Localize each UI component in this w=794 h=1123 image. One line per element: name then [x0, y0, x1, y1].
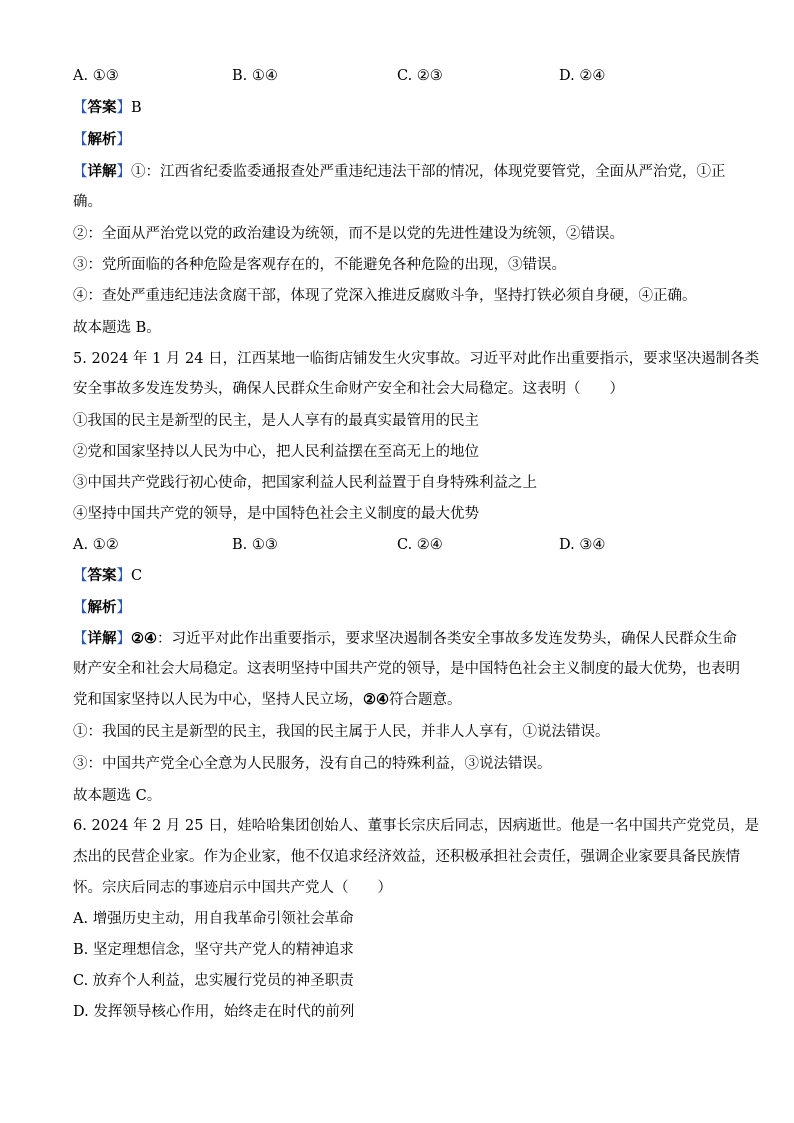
q5-detail-text-3a: 党和国家坚持以人民为中心，坚持人民立场，: [73, 692, 363, 708]
q5-stem-line-1: 5. 2024 年 1 月 24 日，江西某地一临街店铺发生火灾事故。习近平对此作出重要指示，要求坚决遏制各类: [73, 351, 760, 367]
q4-option-b: B. ①④: [232, 68, 278, 84]
q6-option-a: A. 增强历史主动，用自我革命引领社会革命: [73, 911, 354, 927]
q5-statement-4: ④坚持中国共产党的领导，是中国特色社会主义制度的最大优势: [73, 506, 479, 522]
q4-option-d: D. ②④: [559, 68, 606, 84]
detail-label: 详解: [87, 630, 117, 647]
q5-option-d: D. ③④: [559, 537, 606, 553]
q4-option-a: A. ①③: [73, 68, 119, 84]
q5-detail-text-3b: 符合题意。: [389, 692, 462, 708]
q4-explain-3: ③：党所面临的各种危险是客观存在的，不能避免各种危险的出现，③错误。: [73, 257, 566, 273]
q4-analysis-heading: 【解析】: [73, 131, 131, 148]
q6-option-d: D. 发挥领导核心作用，始终走在时代的前列: [73, 1004, 355, 1020]
q5-detail-bold-2: ②④: [363, 691, 389, 708]
q5-option-b: B. ①③: [232, 537, 278, 553]
q4-explain-4: ④：查处严重违纪违法贪腐干部，体现了党深入推进反腐败斗争，坚持打铁必须自身硬，④正确。: [73, 288, 697, 304]
answer-label: 答案: [87, 99, 117, 116]
q5-option-c: C. ②④: [397, 537, 443, 553]
q5-detail-bold: ②④: [131, 630, 157, 647]
answer-label: 答案: [87, 567, 117, 584]
q6-option-c: C. 放弃个人利益，忠实履行党员的神圣职责: [73, 973, 354, 989]
q4-options: [73, 66, 723, 86]
q5-statement-2: ②党和国家坚持以人民为中心，把人民利益摆在至高无上的地位: [73, 444, 479, 460]
q5-detail-line-2: 财产安全和社会大局稳定。这表明坚持中国共产党的领导，是中国特色社会主义制度的最大优势，也表明: [73, 661, 740, 677]
q6-stem-line-2: 杰出的民营企业家。作为企业家，他不仅追求经济效益，还积极承担社会责任，强调企业家要具备民族情: [73, 849, 740, 865]
q5-detail-line-3: [73, 690, 723, 710]
q4-detail-line-1: 【详解】①：江西省纪委监委通报查处严重违纪违法干部的情况，体现党要管党，全面从严治党，①正: [73, 163, 726, 180]
q4-detail-line-2: 确。: [73, 194, 102, 210]
q5-detail-line-1: 【详解】②④：习近平对此作出重要指示，要求坚决遏制各类安全事故多发连发势头，确保人民群众生命: [73, 630, 737, 647]
q5-explain-3: ③：中国共产党全心全意为人民服务，没有自己的特殊利益，③说法错误。: [73, 756, 552, 772]
q5-analysis-heading: 【解析】: [73, 599, 131, 616]
q6-stem-line-3: 怀。宗庆后同志的事迹启示中国共产党人（ ）: [73, 880, 392, 896]
q5-statement-3: ③中国共产党践行初心使命，把国家利益人民利益置于自身特殊利益之上: [73, 475, 537, 491]
q6-option-b: B. 坚定理想信念，坚守共产党人的精神追求: [73, 942, 354, 958]
detail-label: 详解: [87, 163, 117, 180]
q4-detail-text-1: ①：江西省纪委监委通报查处严重违纪违法干部的情况，体现党要管党，全面从严治党，①正: [131, 164, 726, 180]
q5-conclusion: 故本题选 C。: [73, 788, 162, 804]
q4-explain-2: ②：全面从严治党以党的政治建设为统领，而不是以党的先进性建设为统领，②错误。: [73, 226, 624, 242]
answer-value: C: [131, 568, 143, 584]
q5-detail-text-1: ：习近平对此作出重要指示，要求坚决遏制各类安全事故多发连发势头，确保人民群众生命: [157, 631, 737, 647]
q5-options: [73, 535, 723, 555]
q5-explain-1: ①：我国的民主是新型的民主，我国的民主属于人民，并非人人享有，①说法错误。: [73, 724, 610, 740]
q5-statement-1: ①我国的民主是新型的民主，是人人享有的最真实最管用的民主: [73, 413, 479, 429]
q5-option-a: A. ①②: [73, 537, 119, 553]
q4-answer: 【答案】B: [73, 99, 142, 116]
analysis-label: 解析: [87, 131, 117, 148]
answer-value: B: [131, 100, 142, 116]
q4-conclusion: 故本题选 B。: [73, 320, 161, 336]
q5-stem-line-2: 安全事故多发连发势头，确保人民群众生命财产安全和社会大局稳定。这表明（ ）: [73, 381, 624, 397]
q4-option-c: C. ②③: [397, 68, 443, 84]
q6-stem-line-1: 6. 2024 年 2 月 25 日，娃哈哈集团创始人、董事长宗庆后同志，因病逝世。他是一名中国共产党党员，是: [73, 818, 760, 834]
q5-answer: 【答案】C: [73, 567, 143, 584]
analysis-label: 解析: [87, 599, 117, 616]
